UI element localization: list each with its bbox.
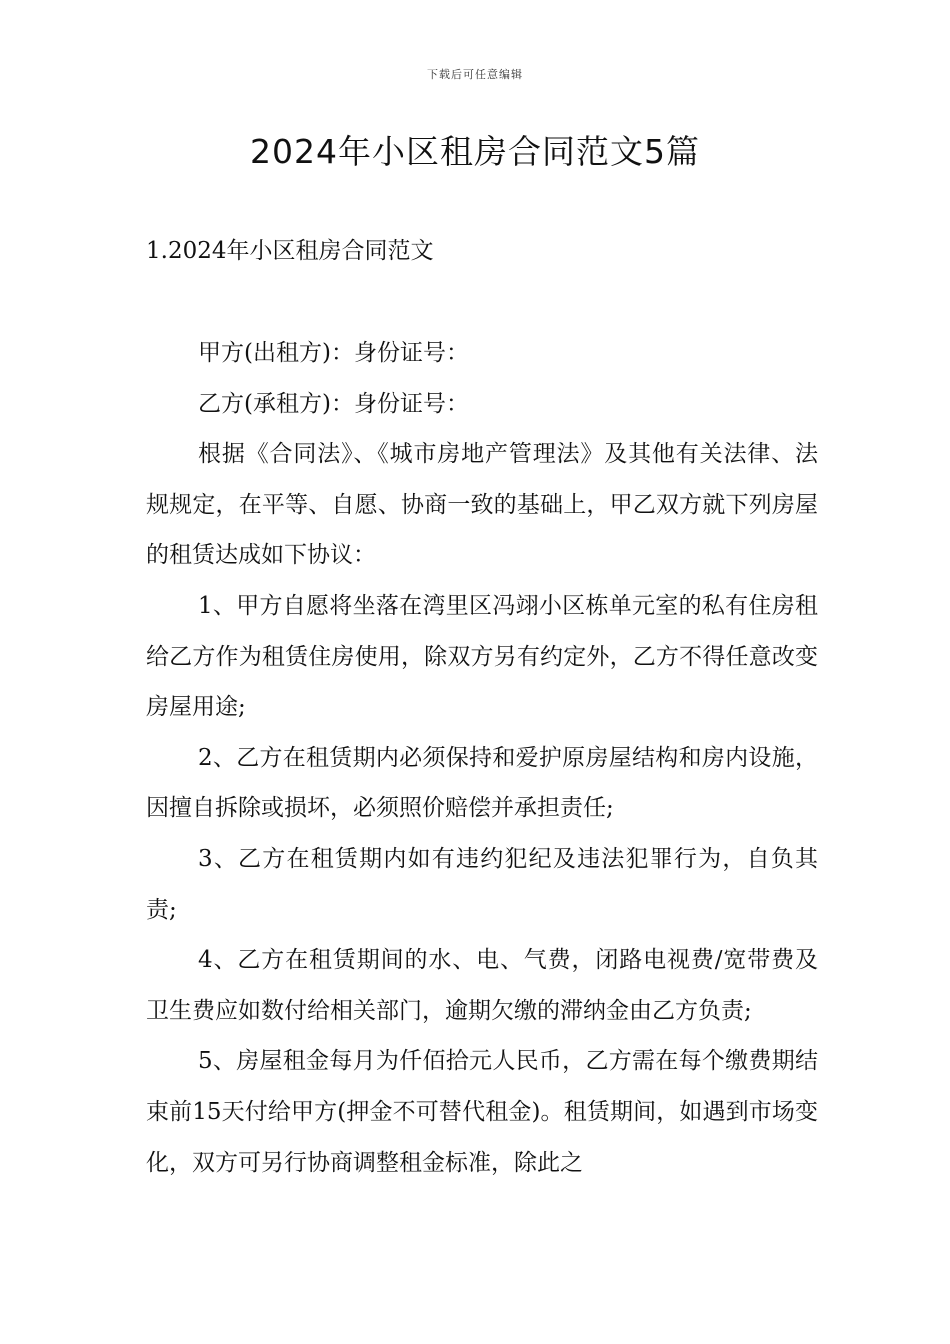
paragraph-party-b: 乙方(承租方)：身份证号： [198,390,469,417]
header-note: 下载后可任意编辑 [427,68,523,81]
paragraph-clause-2: 2、乙方在租赁期内必须保持和爱护原房屋结构和房内设施，因擅自拆除或损坏，必须照价赔偿并承担责任; [146,744,818,822]
paragraph-clause-3: 3、乙方在租赁期内如有违约犯纪及违法犯罪行为，自负其责; [146,845,818,923]
document-title: 2024年小区租房合同范文5篇 [250,132,700,171]
paragraph-clause-1: 1、甲方自愿将坐落在湾里区冯翊小区栋单元室的私有住房租给乙方作为租赁住房使用，除双方另有约定外，乙方不得任意改变房屋用途; [146,592,818,721]
paragraph-preamble: 根据《合同法》、《城市房地产管理法》及其他有关法律、法规规定，在平等、自愿、协商一致的基础上，甲乙双方就下列房屋的租赁达成如下协议： [146,441,818,569]
paragraph-party-a: 甲方(出租方)：身份证号： [198,340,469,366]
section-heading: 1.2024年小区租房合同范文 [146,238,434,264]
paragraph-clause-4: 4、乙方在租赁期间的水、电、气费，闭路电视费/宽带费及卫生费应如数付给相关部门，逾期欠缴的滞纳金由乙方负责; [146,947,818,1024]
document-body [146,328,818,1188]
paragraph-clause-5: 5、房屋租金每月为仟佰拾元人民币，乙方需在每个缴费期结束前15天付给甲方(押金不可替代租金)。租赁期间，如遇到市场变化，双方可另行协商调整租金标准，除此之 [146,1048,818,1176]
